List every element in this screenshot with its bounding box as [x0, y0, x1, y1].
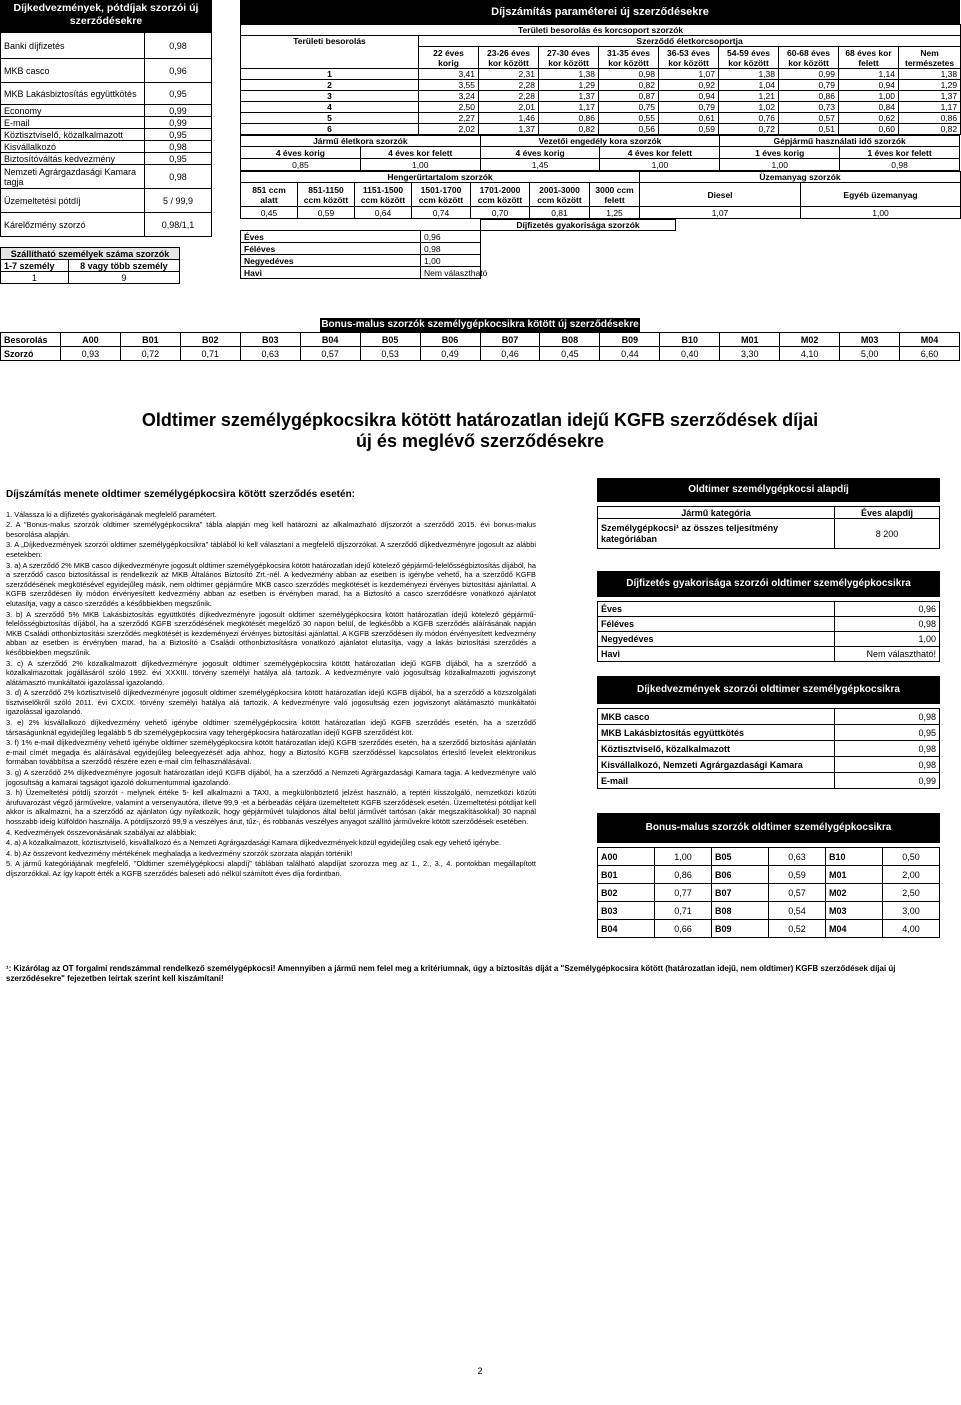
instruction-paragraph: 3. b) A szerződő 5% MKB Lakásbiztosítás együttkötés díjkedvezményre jogosult oldtimer személygépkocsira kötött határozatlan idejű kötelező gépjármű-felelősségbiztosítás díjából, ha a szerződő KGFB szerződésének megkötését megelőző 30 napon belül, de legkésőbb a KGFB szerződés aláírásának napján MKB Családi otthonbiztosítási szerződés megkötését is kezdeményezi érvényes biztosítási ajánlattal. A KGFB szerződésen ily módon érvényesített kedvezmény abban az esetben is érvényben marad, ha a Biztosító a Családi otthonbiztosításra vonatkozó ajánlatot elutasítja, vagy a lakás biztosítási szerződés a későbbiekben megszűnik.: [6, 609, 536, 657]
bonus-value: 0,49: [420, 347, 480, 361]
bonus-class: B04: [300, 333, 360, 347]
right-bm-value: 0,86: [655, 866, 712, 884]
age-header: 36-53 éves kor között: [659, 47, 719, 69]
bonus-class: B01: [120, 333, 180, 347]
bonus-value: 5,00: [840, 347, 900, 361]
instruction-paragraph: 5. A jármű kategóriájának megfelelő, "Oldtimer személygépkocsi alapdíj" táblában található alapdíjat szorozza meg az 1., 2., 3., 4. pontokban megállapított díjszorzókkal. Az így kapott érték a KGFB szerződés baleseti adó nélkül számított éves díja fordintban.: [6, 859, 536, 878]
bonus-class: A00: [60, 333, 120, 347]
region-age-value: 0,56: [599, 124, 659, 135]
persons-header: 8 vagy több személy: [68, 260, 179, 272]
region-age-value: 1,29: [539, 80, 599, 91]
right-bm-value: 0,71: [655, 902, 712, 920]
region-age-value: 2,27: [419, 113, 479, 124]
right-bm-class: B07: [712, 884, 769, 902]
region-age-value: 1,07: [659, 69, 719, 80]
freq-label: Féléves: [241, 243, 421, 255]
region-age-value: 0,82: [539, 124, 599, 135]
triple-value: 1,00: [600, 159, 720, 171]
instructions: [6, 490, 536, 880]
age-header: 31-35 éves kor között: [599, 47, 659, 69]
ccm-header: 1151-1500 ccm között: [355, 183, 412, 207]
freq-label: Éves: [241, 231, 421, 243]
region-age-value: 1,04: [719, 80, 779, 91]
discount-value: 0,99: [145, 117, 212, 129]
discount-panel: [0, 0, 212, 284]
bonus-class: B06: [420, 333, 480, 347]
ccm-header: 1701-2000 ccm között: [471, 183, 530, 207]
age-group-subtitle: Szerződő életkorcsoportja: [419, 36, 961, 47]
instruction-paragraph: 3. d) A szerződő 2% köztisztviselő díjkedvezményre jogosult oldtimer személygépkocsira kötött határozatlan idejű KGFB díjából, ha a szerződő a közszolgálati tisztviselőkről szóló 2011. évi CXCIX. törvény személyi hatálya alá tartozik. A kedvezményre való jogosultság ezen jogviszonyt alátámasztó munkáltatói igazolással igazolandó.: [6, 688, 536, 717]
region-age-value: 0,94: [659, 91, 719, 102]
region-age-value: 0,75: [599, 102, 659, 113]
right-bm-value: 0,50: [883, 848, 940, 866]
license-title: Vezetői engedély kora szorzók: [480, 136, 720, 147]
instruction-paragraph: 3. f) 1% e-mail díjkedvezmény vehető igénybe oldtimer személygépkocsira kötött határozatlan idejű KGFB szerződés esetén, ha a szerződő biztosítási ajánlatán e-mail címét megadja és aláírásával egyidejűleg beleegyezését adja ahhoz, hogy a Biztosító KGFB szerződéssel kapcsolatos értesítő leveleit elektronikus formában továbbítsa a szerződő részére ezen e-mail cím felhasználásával.: [6, 738, 536, 767]
region-age-value: 0,92: [659, 80, 719, 91]
region-age-subtitle: Területi besorolás és korcsoport szorzók: [241, 25, 961, 36]
right-disc-value: 0,98: [835, 741, 940, 757]
region-age-value: 2,50: [419, 102, 479, 113]
bonus-class: B08: [540, 333, 600, 347]
region-age-value: 0,79: [779, 80, 839, 91]
region-age-value: 1,38: [899, 69, 961, 80]
bonus-class: B02: [180, 333, 240, 347]
discount-label: E-mail: [1, 117, 145, 129]
bonus-class: B03: [240, 333, 300, 347]
region-age-value: 2,31: [479, 69, 539, 80]
bonus-panel: [0, 318, 960, 361]
right-freq-value: 0,98: [835, 617, 940, 632]
right-disc-value: 0,99: [835, 773, 940, 789]
right-bm-class: B03: [598, 902, 655, 920]
ccm-header: 2001-3000 ccm között: [530, 183, 590, 207]
freq-title: Díjfizetés gyakorisága szorzók: [481, 220, 676, 231]
bonus-value: 3,30: [720, 347, 780, 361]
right-bm-class: B06: [712, 866, 769, 884]
fuel-title: Üzemanyag szorzók: [640, 172, 961, 183]
region-age-value: 0,87: [599, 91, 659, 102]
bonus-value: 4,10: [780, 347, 840, 361]
oldtimer-panel: [597, 478, 940, 938]
freq-table: [240, 219, 676, 279]
instruction-paragraph: 1. Válassza ki a díjfizetés gyakoriságának megfelelő paramétert.: [6, 509, 217, 519]
spacer: [481, 231, 676, 243]
region-age-value: 3,41: [419, 69, 479, 80]
freq-value: 1,00: [421, 255, 481, 267]
right-bm-value: 2,50: [883, 884, 940, 902]
ccm-value: 0,45: [241, 207, 298, 219]
ccm-title: Hengerűrtartalom szorzók: [241, 172, 640, 183]
right-bm-title: Bonus-malus szorzók oldtimer személygépkocsikra: [597, 813, 940, 843]
ccm-header: 851-1150 ccm között: [298, 183, 355, 207]
page-heading: [0, 410, 960, 452]
region-age-value: 0,79: [659, 102, 719, 113]
bonus-class: B09: [600, 333, 660, 347]
bonus-value: 0,40: [660, 347, 720, 361]
region-age-value: 0,60: [839, 124, 899, 135]
region-age-value: 0,61: [659, 113, 719, 124]
right-bm-class: M04: [826, 920, 883, 938]
triple-header: 4 éves korig: [241, 147, 361, 159]
persons-header: 1-7 személy: [1, 260, 69, 272]
region-age-value: 1,21: [719, 91, 779, 102]
triple-value: 1,45: [480, 159, 600, 171]
discount-value: 0,99: [145, 105, 212, 117]
region-age-value: 0,55: [599, 113, 659, 124]
region-age-table: [240, 24, 961, 135]
ccm-header: 1501-1700 ccm között: [412, 183, 471, 207]
right-bm-value: 4,00: [883, 920, 940, 938]
right-disc-value: 0,95: [835, 725, 940, 741]
region-age-value: 1,38: [719, 69, 779, 80]
bonus-value: 0,44: [600, 347, 660, 361]
right-bm-class: M01: [826, 866, 883, 884]
region-number: 2: [241, 80, 419, 91]
right-freq-label: Havi: [598, 647, 835, 662]
age-header: 22 éves korig: [419, 47, 479, 69]
region-age-value: 1,02: [719, 102, 779, 113]
spacer: [481, 243, 676, 255]
bonus-class: M02: [780, 333, 840, 347]
region-age-value: 1,17: [539, 102, 599, 113]
triple-value: 1,00: [720, 159, 840, 171]
base-title: Oldtimer személygépkocsi alapdíj: [597, 478, 940, 502]
region-age-value: 2,02: [419, 124, 479, 135]
instruction-paragraph: 3. a) A szerződő 2% MKB casco díjkedvezményre jogosult oldtimer személygépkocsira kötött határozatlan idejű kötelező gépjármű-felelősségbiztosítás díjából, ha a szerződő casco biztosítással is rendelkezik az MKB Általános Biztosító Zrt.-nél. A kedvezmény abban az esetben is igénybe vehető, ha a szerződő KGFB szerződésének megkötésével egyidejűleg másik, nem oldtimer gépjárműre MKB casco szerződés megkötését is kezdeményezi érvényes biztosítási ajánlattal. A KGFB szerződésen ily módon érvényesített kedvezmény abban az esetben is érvényben marad, ha a Biztosító a casco szerződésre vonatkozó ajánlatot elutasítja, vagy a casco szerződés a későbbiekben megszűnik.: [6, 560, 536, 608]
freq-label: Havi: [241, 267, 421, 279]
bonus-class: M04: [900, 333, 960, 347]
region-age-value: 1,37: [899, 91, 961, 102]
age-header: 68 éves kor felett: [839, 47, 899, 69]
region-age-value: 3,55: [419, 80, 479, 91]
age-header: 60-68 éves kor között: [779, 47, 839, 69]
discount-label: MKB Lakásbiztosítás együttkötés: [1, 83, 145, 105]
region-number: 1: [241, 69, 419, 80]
base-category: Személygépkocsi¹ az összes teljesítmény kategóriában: [598, 519, 835, 549]
right-freq-label: Éves: [598, 602, 835, 617]
discount-label: Kisvállalkozó: [1, 141, 145, 153]
right-bm-value: 2,00: [883, 866, 940, 884]
instruction-paragraph: 3. g) A szerződő 2% díjkedvezményre jogosult határozatlan idejű KGFB díjából, ha a szerződő a Nemzeti Agrárgazdasági Kamara tagja. A kedvezményre való jogosultság a kamarai tagságot igazoló dokumentummal igazolandó.: [6, 768, 536, 787]
right-disc-label: Kisvállalkozó, Nemzeti Agrárgazdasági Kamara: [598, 757, 835, 773]
freq-value: 0,98: [421, 243, 481, 255]
region-age-value: 1,00: [839, 91, 899, 102]
region-age-value: 0,59: [659, 124, 719, 135]
right-bm-value: 0,77: [655, 884, 712, 902]
persons-value: 9: [68, 272, 179, 284]
right-bm-class: A00: [598, 848, 655, 866]
right-bm-value: 3,00: [883, 902, 940, 920]
region-age-value: 0,84: [839, 102, 899, 113]
ccm-value: 0,70: [471, 207, 530, 219]
freq-value: 0,96: [421, 231, 481, 243]
region-age-value: 0,86: [899, 113, 961, 124]
instruction-paragraph: 4. b) Az összevont kedvezmény mértékének meghaladja a kedvezmény szorzók szorzata alapján történik!: [6, 848, 353, 858]
right-freq-value: 0,96: [835, 602, 940, 617]
right-bm-value: 0,57: [769, 884, 826, 902]
right-bm-class: B10: [826, 848, 883, 866]
fuel-value: 1,07: [640, 207, 801, 219]
instructions-title: Díjszámítás menete oldtimer személygépkocsira kötött szerződés esetén:: [6, 489, 356, 500]
bonus-class: B10: [660, 333, 720, 347]
triple-header: 1 éves korig: [720, 147, 840, 159]
region-header: Területi besorolás: [241, 36, 419, 69]
ccm-value: 0,81: [530, 207, 590, 219]
page-number: 2: [477, 1366, 483, 1376]
discount-value: 0,96: [145, 59, 212, 83]
region-age-value: 2,28: [479, 80, 539, 91]
base-value: 8 200: [835, 519, 940, 549]
spacer: [481, 255, 676, 267]
base-table: [597, 506, 940, 549]
discount-label: Economy: [1, 105, 145, 117]
region-age-value: 0,51: [779, 124, 839, 135]
triple-table: [240, 135, 960, 171]
discount-value: 0,98: [145, 165, 212, 189]
region-age-value: 1,17: [899, 102, 961, 113]
bonus-class: M01: [720, 333, 780, 347]
vehicle-age-title: Jármű életkora szorzók: [241, 136, 481, 147]
region-age-value: 0,82: [899, 124, 961, 135]
region-age-value: 0,57: [779, 113, 839, 124]
ccm-value: 0,74: [412, 207, 471, 219]
discount-value: 5 / 99,9: [145, 189, 212, 213]
age-header: 27-30 éves kor között: [539, 47, 599, 69]
region-age-value: 1,38: [539, 69, 599, 80]
right-bm-class: B01: [598, 866, 655, 884]
right-bm-value: 0,52: [769, 920, 826, 938]
bonus-class: M03: [840, 333, 900, 347]
region-age-value: 1,29: [899, 80, 961, 91]
right-bm-class: B08: [712, 902, 769, 920]
region-age-value: 0,62: [839, 113, 899, 124]
right-disc-value: 0,98: [835, 709, 940, 725]
bonus-row-label: Besorolás: [1, 333, 61, 347]
triple-value: 1,00: [360, 159, 480, 171]
bonus-value: 0,45: [540, 347, 600, 361]
ccm-value: 0,59: [298, 207, 355, 219]
region-age-value: 3,24: [419, 91, 479, 102]
discount-label: MKB casco: [1, 59, 145, 83]
triple-value: 0,98: [840, 159, 960, 171]
right-bm-class: B09: [712, 920, 769, 938]
heading-line1: Oldtimer személygépkocsikra kötött határozatlan idejű KGFB szerződések díjai: [141, 410, 819, 430]
right-bm-class: B04: [598, 920, 655, 938]
right-freq-table: [597, 601, 940, 662]
triple-header: 4 éves kor felett: [360, 147, 480, 159]
region-age-value: 0,99: [779, 69, 839, 80]
region-age-value: 0,72: [719, 124, 779, 135]
bonus-table: [0, 332, 960, 361]
region-age-value: 2,28: [479, 91, 539, 102]
fuel-header: Egyéb üzemanyag: [801, 183, 961, 207]
bonus-value: 6,60: [900, 347, 960, 361]
bonus-value: 0,57: [300, 347, 360, 361]
persons-value: 1: [1, 272, 69, 284]
instruction-paragraph: 4. a) A közalkalmazott, köztisztviselő, kisvállalkozó és a Nemzeti Agrárgazdasági Kamara díjkedvezmények közül egyidejűleg csak egy vehető igénybe.: [6, 838, 502, 848]
instruction-paragraph: 3. A „Díjkedvezmények szorzói oldtimer személygépkocsikra” táblából ki kell választani a megfelelő díjszorzókat. A szerződő díjkedvezményre jogosult az alábbi esetekben:: [6, 540, 536, 559]
region-age-value: 0,94: [839, 80, 899, 91]
freq-value: Nem választható: [421, 267, 481, 279]
spacer: [481, 267, 676, 279]
ccm-header: 851 ccm alatt: [241, 183, 298, 207]
region-age-value: 1,14: [839, 69, 899, 80]
bonus-value: 0,63: [240, 347, 300, 361]
discount-label: Köztisztviselő, közalkalmazott: [1, 129, 145, 141]
base-header: Jármű kategória: [598, 507, 835, 519]
ccm-fuel-table: [240, 171, 961, 219]
instruction-paragraph: 3. c) A szerződő 2% közalkalmazott díjkedvezményre jogosult oldtimer személygépkocsira kötött határozatlan idejű KGFB díjából, ha a szerződő a közalkalmazottak jogállásáról szóló 1992. évi XXXIII. törvény személyi hatálya alá tartozik. A kedvezményre való jogosultság közalkalmazotti jogviszonyt alátámasztó munkáltatói igazolással igazolandó.: [6, 658, 536, 687]
right-disc-value: 0,98: [835, 757, 940, 773]
machine-title: Gépjármű használati idő szorzók: [720, 136, 960, 147]
triple-value: 0,85: [241, 159, 361, 171]
region-age-value: 1,46: [479, 113, 539, 124]
right-bm-value: 0,54: [769, 902, 826, 920]
params-title: Díjszámítás paraméterei új szerződésekre: [240, 0, 960, 24]
region-number: 6: [241, 124, 419, 135]
bonus-class: B07: [480, 333, 540, 347]
fuel-header: Diesel: [640, 183, 801, 207]
discount-label: Nemzeti Agrárgazdasági Kamara tagja: [1, 165, 145, 189]
triple-header: 4 éves kor felett: [600, 147, 720, 159]
region-age-value: 0,86: [779, 91, 839, 102]
heading-line2: új és meglévő szerződésekre: [355, 431, 605, 451]
age-header: Nem természetes: [899, 47, 961, 69]
instruction-paragraph: 4. Kedvezmények összevonásának szabályai az alábbiak:: [6, 827, 197, 837]
right-bm-class: B05: [712, 848, 769, 866]
discount-label: Kárelőzmény szorzó: [1, 213, 145, 237]
bonus-title: Bonus-malus szorzók személygépkocsikra kötött új szerződésekre: [321, 319, 639, 330]
triple-header: 1 éves kor felett: [840, 147, 960, 159]
ccm-value: 0,64: [355, 207, 412, 219]
right-bm-class: M02: [826, 884, 883, 902]
right-freq-value: Nem választható!: [835, 647, 940, 662]
right-freq-title: Díjfizetés gyakorisága szorzói oldtimer személygépkocsikra: [597, 571, 940, 597]
region-age-value: 0,86: [539, 113, 599, 124]
right-disc-label: MKB casco: [598, 709, 835, 725]
right-disc-table: [597, 708, 940, 789]
discount-value: 0,98: [145, 141, 212, 153]
fuel-value: 1,00: [801, 207, 961, 219]
region-age-value: 0,98: [599, 69, 659, 80]
freq-label: Negyedéves: [241, 255, 421, 267]
right-bm-class: M03: [826, 902, 883, 920]
bonus-row-label: Szorzó: [1, 347, 61, 361]
right-disc-label: E-mail: [598, 773, 835, 789]
discount-panel-title: Díjkedvezmények, pótdíjak szorzói új szerződésekre: [0, 0, 212, 32]
persons-title: Szállítható személyek száma szorzók: [1, 248, 180, 260]
footnote: ¹: Kizárólag az OT forgalmi rendszámmal rendelkező személygépkocsi! Amennyiben a jármű nem felel meg a kritériumnak, úgy a biztosítás díját a "Személygépkocsira kötött (határozatlan idejű, nem oldtimer) KGFB szerződések díjai új szerződésekre" fejezetben leírtak szerint kell kiszámítani!: [6, 964, 896, 983]
bonus-class: B05: [360, 333, 420, 347]
instruction-paragraph: 2. A "Bonus-malus szorzók oldtimer személygépkocsikra" tábla alapján meg kell határozni az alkalmazható díjszorzót a szerződő 2015. évi bonus-malus besorolása alapján.: [6, 520, 536, 539]
right-bm-value: 0,59: [769, 866, 826, 884]
bonus-value: 0,53: [360, 347, 420, 361]
right-bm-value: 1,00: [655, 848, 712, 866]
region-age-value: 1,37: [539, 91, 599, 102]
right-bm-class: B02: [598, 884, 655, 902]
bonus-value: 0,93: [60, 347, 120, 361]
right-bm-value: 0,63: [769, 848, 826, 866]
right-freq-value: 1,00: [835, 632, 940, 647]
triple-header: 4 éves korig: [480, 147, 600, 159]
right-disc-title: Díjkedvezmények szorzói oldtimer személygépkocsikra: [597, 676, 940, 704]
age-header: 23-26 éves kor között: [479, 47, 539, 69]
discount-value: 0,95: [145, 153, 212, 165]
region-number: 4: [241, 102, 419, 113]
region-age-value: 0,82: [599, 80, 659, 91]
bonus-value: 0,72: [120, 347, 180, 361]
region-number: 5: [241, 113, 419, 124]
persons-table: [0, 247, 180, 284]
discount-value: 0,98/1,1: [145, 213, 212, 237]
discount-label: Banki díjfizetés: [1, 33, 145, 59]
bonus-value: 0,46: [480, 347, 540, 361]
right-bm-table: [597, 847, 940, 938]
base-header: Éves alapdíj: [835, 507, 940, 519]
region-number: 3: [241, 91, 419, 102]
instructions-body: [6, 510, 536, 879]
region-age-value: 0,76: [719, 113, 779, 124]
discount-value: 0,95: [145, 129, 212, 141]
region-age-value: 2,01: [479, 102, 539, 113]
ccm-header: 3000 ccm felett: [590, 183, 640, 207]
discount-value: 0,98: [145, 33, 212, 59]
region-age-value: 0,73: [779, 102, 839, 113]
region-age-value: 1,37: [479, 124, 539, 135]
discount-label: Üzemeltetési pótdíj: [1, 189, 145, 213]
discount-value: 0,95: [145, 83, 212, 105]
bonus-value: 0,71: [180, 347, 240, 361]
instruction-paragraph: 3. e) 2% kisvállalkozó díjkedvezmény vehető igénybe oldtimer személygépkocsira kötött határozatlan idejű KGFB szerződés esetén, ha a szerződő társaságunknál egyidejűleg legalább 5 db személygépkocsira vagy tehergépkocsira határozatlan idejű KGFB szerződést köt.: [6, 718, 536, 737]
params-panel: [240, 0, 960, 279]
right-disc-label: MKB Lakásbiztosítás együttkötés: [598, 725, 835, 741]
right-disc-label: Köztisztviselő, közalkalmazott: [598, 741, 835, 757]
right-freq-label: Féléves: [598, 617, 835, 632]
discount-table: [0, 32, 212, 237]
age-header: 54-59 éves kor között: [719, 47, 779, 69]
right-freq-label: Negyedéves: [598, 632, 835, 647]
right-bm-value: 0,66: [655, 920, 712, 938]
instruction-paragraph: 3. h) Üzemeltetési pótdíj szorzót - melynek értéke 5- kell alkalmazni a TAXI, a megkülönböztető jelzést használó, a reptéri kisszolgáló, nemzetközi közúti árufuvarozást végző járművekre, valamint a versenyautóra, illetve 99,9 -et a bérbeadás céljára üzemeltetett KGFB szerződések esetén. Üzemeltetési pótdíjat kell akkor is alkalmazni, ha a szerződő az ajánlaton úgy nyilatkozik, hogy gépjárművét tulajdonos által belül járművét tartósan (akár megszakításokkal) 30 napnál hosszabb ideig külföldön használja. A pótdíjszorzó 99,9 a veszélyes árut, tűz-, és robbanás veszélyes anyagot szállító járművekre kötött szerződések esetében.: [6, 788, 536, 826]
ccm-value: 1,25: [590, 207, 640, 219]
discount-label: Biztosítóváltás kedvezmény: [1, 153, 145, 165]
